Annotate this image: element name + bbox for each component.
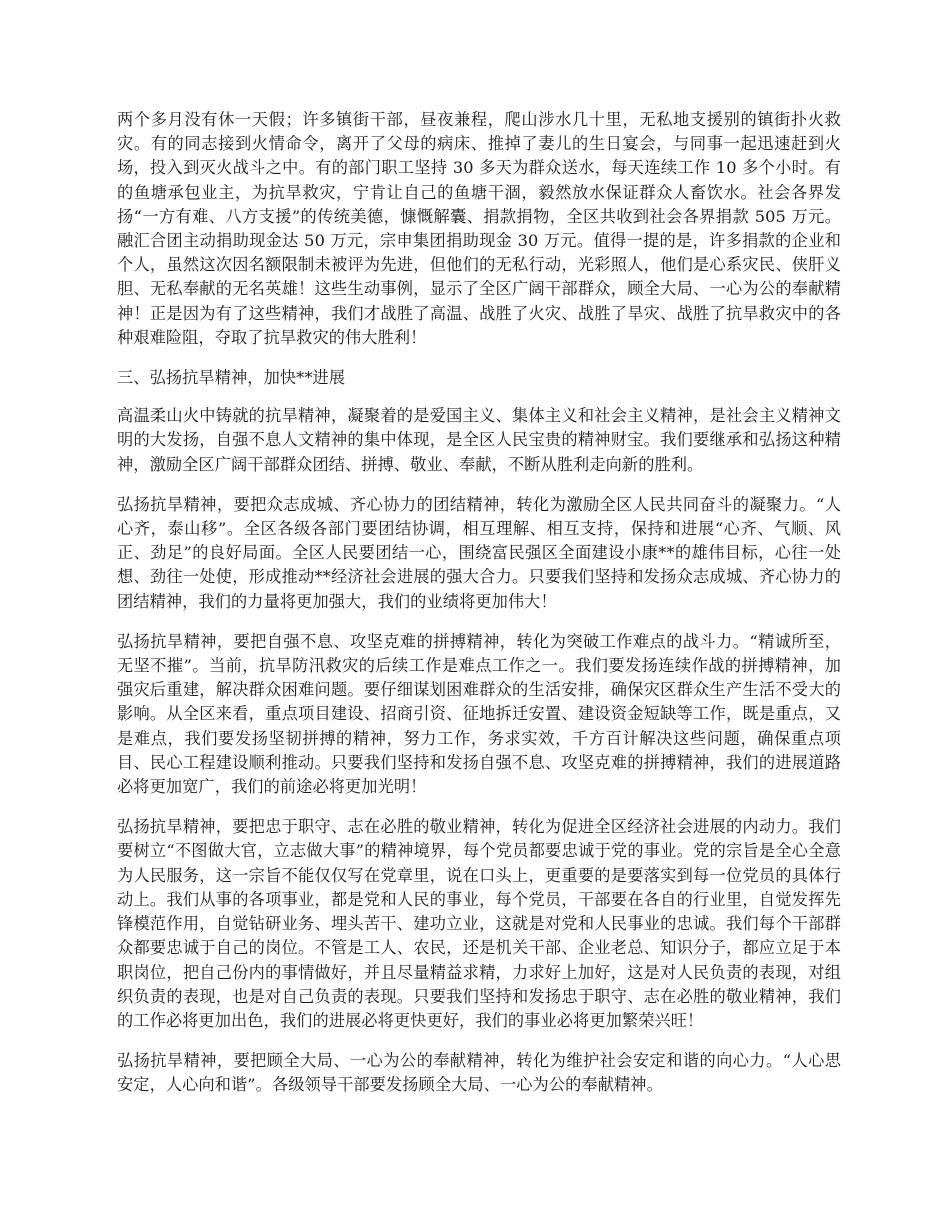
paragraph-dedication: 弘扬抗旱精神，要把忠于职守、志在必胜的敬业精神，转化为促进全区经济社会进展的内动力。我们要树立“不图做大官，立志做大事”的精神境界，每个党员都要忠诚于党的事业。党的宗旨是全心全意为人民服务，这一宗旨不能仅仅写在党章里，说在口头上，更重要的是要落实到每一位党员的具体行动上。我们从事的各项事业，都是党和人民的事业，每个党员，干部要在各自的行业里，自觉发挥先锋模范作用，自觉钻研业务、埋头苦干、建功立业，这就是对党和人民事业的忠诚。我们每个干部群众都要忠诚于自己的岗位。不管是工人、农民，还是机关干部、企业老总、知识分子，都应立足于本职岗位，把自己份内的事情做好，并且尽量精益求精，力求好上加好，这是对人民负责的表现，对组织负责的表现，也是对自己负责的表现。只要我们坚持和发扬忠于职守、志在必胜的敬业精神，我们的工作必将更加出色，我们的进展必将更快更好，我们的事业必将更加繁荣兴旺！ — [117, 817, 841, 1030]
section-heading-3: 三、弘扬抗旱精神，加快**进展 — [117, 368, 346, 388]
paragraph-devotion: 弘扬抗旱精神，要把顾全大局、一心为公的奉献精神，转化为维护社会安定和谐的向心力。“人心思安定，人心向和谐”。各级领导干部要发扬顾全大局、一心为公的奉献精神。 — [117, 1051, 841, 1095]
document-body — [117, 108, 841, 1114]
paragraph-donations: 两个多月没有休一天假；许多镇街干部，昼夜兼程，爬山涉水几十里，无私地支援别的镇街扑火救灾。有的同志接到火情命令，离开了父母的病床、推掉了妻儿的生日宴会，与同事一起迅速赶到火场，投入到灭火战斗之中。有的部门职工坚持 30 多天为群众送水，每天连续工作 10 多个小时。有的鱼塘承包业主，为抗旱救灾，宁肯让自己的鱼塘干涸，毅然放水保证群众人畜饮水。社会各界发扬“一方有难、八方支援”的传统美德，慷慨解囊、捐款捐物，全区共收到社会各界捐款 505 万元。融汇合团主动捐助现金达 50 万元，宗申集团捐助现金 30 万元。值得一提的是，许多捐款的企业和个人，虽然这次因名额限制未被评为先进，但他们的无私行动，光彩照人，他们是心系灾民、侠肝义胆、无私奉献的无名英雄！这些生动事例，显示了全区广阔干部群众，顾全大局、一心为公的奉献精神！正是因为有了这些精神，我们才战胜了高温、战胜了火灾、战胜了旱灾、战胜了抗旱救灾中的各种艰难险阻，夺取了抗旱救灾的伟大胜利！ — [117, 110, 841, 347]
paragraph-struggle: 弘扬抗旱精神，要把自强不息、攻坚克难的拼搏精神，转化为突破工作难点的战斗力。“精诚所至，无坚不摧”。当前，抗旱防汛救灾的后续工作是难点工作之一。我们要发扬连续作战的拼搏精神，加强灾后重建，解决群众困难问题。要仔细谋划困难群众的生活安排，确保灾区群众生产生活不受大的影响。从全区来看，重点项目建设、招商引资、征地拆迁安置、建设资金短缺等工作，既是重点，又是难点，我们要发扬坚韧拼搏的精神，努力工作，务求实效，千方百计解决这些问题，确保重点项目、民心工程建设顺利推动。只要我们坚持和发扬自强不息、攻坚克难的拼搏精神，我们的进展道路必将更加宽广，我们的前途必将更加光明！ — [117, 631, 841, 797]
paragraph-unity: 弘扬抗旱精神，要把众志成城、齐心协力的团结精神，转化为激励全区人民共同奋斗的凝聚力。“人心齐，泰山移”。全区各级各部门要团结协调，相互理解、相互支持，保持和进展“心齐、气顺、风正、劲足”的良好局面。全区人民要团结一心，围绕富民强区全面建设小康**的雄伟目标，心往一处想、劲往一处使，形成推动**经济社会进展的强大合力。只要我们坚持和发扬众志成城、齐心协力的团结精神，我们的力量将更加强大，我们的业绩将更加伟大！ — [117, 494, 841, 611]
paragraph-spirit-intro: 高温柔山火中铸就的抗旱精神，凝聚着的是爱国主义、集体主义和社会主义精神，是社会主义精神文明的大发扬，自强不息人文精神的集中体现，是全区人民宝贵的精神财宝。我们要继承和弘扬这种精神，激励全区广阔干部群众团结、拼搏、敬业、奉献，不断从胜利走向新的胜利。 — [117, 406, 841, 474]
